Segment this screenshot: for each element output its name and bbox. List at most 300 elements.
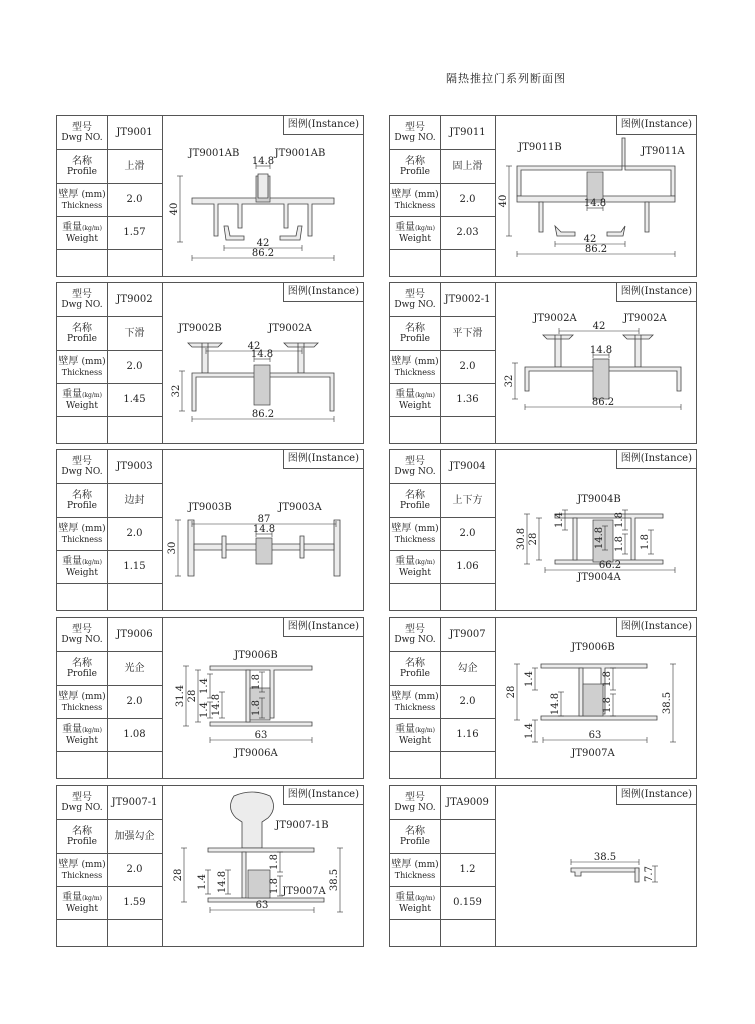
profile-geometry (498, 138, 685, 257)
thickness-label (390, 184, 440, 217)
thickness-label (390, 686, 440, 719)
profile-value: 上下方 (452, 494, 483, 506)
thickness-value: 2.0 (126, 864, 143, 875)
weight-unit: (kg/m) (82, 225, 102, 232)
thickness-unit: (mm) (414, 692, 439, 702)
dimension-label: 14.8 (550, 692, 561, 716)
empty-label-cell (390, 584, 440, 610)
value-column (107, 618, 163, 778)
thickness-label-zh: 壁厚 (391, 859, 412, 870)
thickness-value-cell (440, 518, 495, 551)
profile-section (541, 716, 657, 720)
dwg-value: JT9004 (449, 460, 486, 472)
dwg-value-cell (440, 618, 495, 652)
weight-value: 1.57 (123, 227, 146, 238)
profile-geometry (504, 313, 681, 410)
dimension-label: 30 (167, 541, 178, 555)
profile-section (188, 520, 194, 576)
dwg-label (390, 450, 440, 484)
weight-label-zh: 重量 (395, 556, 416, 567)
empty-value-cell (107, 920, 162, 946)
thickness-unit: (mm) (81, 357, 106, 367)
dwg-label-en: Dwg NO. (61, 803, 103, 813)
profile-label-en: Profile (67, 334, 97, 344)
thickness-label (57, 854, 107, 887)
thickness-label-zh: 壁厚 (58, 691, 79, 702)
dwg-label (57, 786, 107, 820)
label-column (57, 283, 108, 443)
weight-value-cell (440, 719, 495, 752)
thickness-label (57, 686, 107, 719)
dwg-value-cell (440, 450, 495, 484)
weight-label-zh: 重量 (62, 222, 83, 233)
weight-label (57, 719, 107, 752)
profile-card-jt9007 (389, 617, 697, 779)
dwg-label-zh: 型号 (405, 456, 425, 467)
weight-label (57, 217, 107, 250)
weight-value: 1.06 (456, 561, 479, 572)
weight-unit: (kg/m) (415, 392, 435, 399)
dimension-label: 40 (169, 202, 180, 216)
dimension-label: 38.5 (662, 691, 673, 715)
weight-unit: (kg/m) (82, 727, 102, 734)
thickness-label (57, 184, 107, 217)
thickness-value-cell (440, 351, 495, 384)
weight-label-zh: 重量 (395, 892, 416, 903)
dwg-label-en: Dwg NO. (394, 467, 436, 477)
profile-tag-label: JT9006B (234, 650, 278, 661)
weight-label (390, 551, 440, 584)
label-column (390, 786, 441, 946)
weight-label (57, 887, 107, 920)
profile-label (390, 150, 440, 184)
dwg-value-cell (440, 283, 495, 317)
profile-label-en: Profile (400, 669, 430, 679)
weight-unit: (kg/m) (82, 895, 102, 902)
profile-drawing (495, 618, 696, 778)
page-title: 隔热推拉门系列断面图 (446, 72, 566, 85)
weight-label-zh: 重量 (62, 556, 83, 567)
dimension-label: 63 (254, 730, 268, 741)
thickness-unit: (mm) (81, 692, 106, 702)
dwg-value-cell (107, 618, 162, 652)
dimension-label: 14.8 (211, 693, 222, 717)
profile-geometry (169, 148, 334, 261)
thickness-value-cell (440, 686, 495, 719)
profile-section-drawing (495, 283, 696, 443)
profile-label (57, 820, 107, 854)
profile-card-jt9002 (56, 282, 364, 444)
empty-value-cell (440, 250, 495, 276)
profile-drawing (495, 116, 696, 276)
weight-label-zh: 重量 (395, 222, 416, 233)
thickness-label-en: Thickness (61, 871, 103, 880)
profile-tag-label: JT9007A (571, 748, 615, 759)
dwg-value-cell (107, 450, 162, 484)
thickness-label-en: Thickness (61, 201, 103, 210)
profile-card-jt9003 (56, 449, 364, 611)
thickness-value: 2.0 (459, 361, 476, 372)
thickness-label-en: Thickness (394, 368, 436, 377)
profile-value: 上滑 (124, 160, 145, 172)
dwg-value: JT9007 (449, 628, 486, 640)
empty-label-cell (57, 250, 107, 276)
weight-label-en: Weight (66, 401, 98, 411)
thickness-unit: (mm) (81, 190, 106, 200)
profile-value-cell (107, 317, 162, 351)
profile-section (208, 848, 314, 852)
profile-tag-label: JT9011B (518, 142, 562, 153)
thickness-value-cell (107, 351, 162, 384)
value-column (107, 786, 163, 946)
dimension-label: 42 (583, 234, 597, 245)
dimension-label: 86.2 (584, 244, 608, 255)
label-column (390, 116, 441, 276)
dwg-value: JT9006 (116, 628, 153, 640)
weight-value: 1.59 (123, 897, 146, 908)
weight-label (57, 551, 107, 584)
instance-legend: 图例(Instance) (283, 283, 363, 302)
profile-tag-label: JT9007A (282, 886, 326, 897)
profile-label-zh: 名称 (405, 490, 425, 501)
thickness-value: 2.0 (459, 696, 476, 707)
weight-label-en: Weight (399, 568, 431, 578)
empty-value-cell (440, 752, 495, 778)
profile-card-jt9006 (56, 617, 364, 779)
profile-section (210, 722, 312, 726)
thickness-label-zh: 壁厚 (58, 523, 79, 534)
weight-value: 1.08 (123, 729, 146, 740)
dimension-label: 42 (256, 238, 270, 249)
thickness-label-en: Thickness (61, 368, 103, 377)
profile-section (607, 226, 625, 236)
profile-label (390, 317, 440, 351)
thickness-value-cell (440, 184, 495, 217)
weight-unit: (kg/m) (82, 392, 102, 399)
dimension-label: 1.4 (199, 702, 210, 718)
weight-label (57, 384, 107, 417)
value-column (107, 450, 163, 610)
profile-tag-label: JT9002A (533, 313, 577, 324)
profile-geometry (167, 502, 340, 576)
dimension-label: 14.8 (589, 345, 613, 356)
dwg-label-en: Dwg NO. (394, 803, 436, 813)
thickness-label-zh: 壁厚 (58, 356, 79, 367)
weight-unit: (kg/m) (415, 727, 435, 734)
profile-section-drawing (162, 283, 363, 443)
dwg-label-en: Dwg NO. (61, 300, 103, 310)
profile-value: 光企 (124, 662, 145, 674)
profile-tag-label: JT9006B (571, 642, 615, 653)
profile-value: 下滑 (124, 327, 145, 339)
thermal-strip (593, 359, 609, 399)
profile-label-zh: 名称 (72, 826, 92, 837)
dwg-label (57, 283, 107, 317)
dimension-label: 40 (498, 194, 509, 208)
instance-legend: 图例(Instance) (283, 450, 363, 469)
profile-label-en: Profile (67, 501, 97, 511)
profile-value-cell (107, 820, 162, 854)
profile-label-zh: 名称 (405, 323, 425, 334)
profile-geometry (506, 642, 676, 759)
value-column (440, 116, 496, 276)
dimension-label: 86.2 (251, 409, 275, 420)
dimension-label: 28 (506, 685, 517, 699)
profile-label-zh: 名称 (72, 156, 92, 167)
thickness-unit: (mm) (414, 190, 439, 200)
weight-label-en: Weight (66, 568, 98, 578)
profile-section (334, 520, 340, 576)
profile-section (623, 335, 653, 367)
weight-unit: (kg/m) (415, 559, 435, 566)
profile-value: 固上滑 (452, 160, 483, 172)
dimension-label: 63 (588, 730, 602, 741)
dimension-label: 66.2 (598, 560, 622, 571)
dwg-label-zh: 型号 (72, 289, 92, 300)
profile-card-jt9004 (389, 449, 697, 611)
dimension-label: 1.8 (640, 534, 651, 550)
dimension-label: 28 (187, 689, 198, 703)
profile-section (573, 518, 577, 560)
dimension-label: 1.4 (524, 671, 535, 687)
profile-value: 勾企 (457, 662, 478, 674)
profile-section (242, 852, 246, 898)
profile-card-jt9011 (389, 115, 697, 277)
dwg-label (57, 116, 107, 150)
thickness-value: 2.0 (126, 194, 143, 205)
profile-section (571, 868, 639, 876)
dimension-label: 7.7 (644, 866, 655, 882)
profile-tag-label: JT9002A (623, 313, 667, 324)
dimension-label: 31.4 (175, 684, 186, 708)
weight-label-en: Weight (399, 736, 431, 746)
profile-section-drawing (495, 786, 696, 946)
empty-label-cell (390, 920, 440, 946)
profile-label-en: Profile (400, 501, 430, 511)
weight-value-cell (107, 217, 162, 250)
dimension-label: 1.4 (524, 723, 535, 739)
thickness-label-en: Thickness (394, 703, 436, 712)
profile-section (188, 343, 222, 373)
label-column (57, 786, 108, 946)
profile-value: 平下滑 (452, 327, 483, 339)
instance-legend: 图例(Instance) (616, 450, 696, 469)
dwg-label-zh: 型号 (72, 122, 92, 133)
thickness-value-cell (107, 686, 162, 719)
profile-section-drawing (495, 116, 696, 276)
thickness-label-en: Thickness (394, 201, 436, 210)
instance-legend: 图例(Instance) (616, 283, 696, 302)
dimension-label: 1.4 (199, 678, 210, 694)
weight-label-en: Weight (66, 736, 98, 746)
dwg-label-zh: 型号 (405, 624, 425, 635)
thickness-unit: (mm) (414, 357, 439, 367)
profile-label-en: Profile (400, 167, 430, 177)
profile-section-drawing (162, 786, 363, 946)
profile-value-cell (440, 150, 495, 184)
weight-value-cell (440, 887, 495, 920)
thickness-label-en: Thickness (394, 535, 436, 544)
dimension-label: 87 (257, 514, 271, 525)
profile-drawing (495, 283, 696, 443)
profile-section (246, 670, 250, 722)
profile-drawing (162, 618, 363, 778)
instance-legend: 图例(Instance) (616, 618, 696, 637)
profile-card-jta9009 (389, 785, 697, 947)
profile-section (539, 202, 543, 232)
profile-label-zh: 名称 (72, 658, 92, 669)
thermal-strip (583, 684, 603, 716)
profile-label (57, 317, 107, 351)
thermal-strip (256, 538, 272, 564)
dimension-label: 1.8 (614, 512, 625, 528)
thickness-label-zh: 壁厚 (391, 189, 412, 200)
weight-label-en: Weight (399, 401, 431, 411)
weight-value: 0.159 (453, 897, 482, 908)
thickness-value: 2.0 (459, 528, 476, 539)
profile-tag-label: JT9004B (577, 494, 621, 505)
profile-drawing (495, 450, 696, 610)
dwg-label-zh: 型号 (72, 456, 92, 467)
profile-drawing (162, 786, 363, 946)
empty-value-cell (107, 584, 162, 610)
instance-legend: 图例(Instance) (616, 786, 696, 805)
profile-label (57, 150, 107, 184)
profile-section (555, 226, 575, 236)
profile-geometry (173, 792, 343, 913)
weight-value: 1.16 (456, 729, 479, 740)
thickness-label (57, 351, 107, 384)
dimension-label: 1.8 (602, 671, 613, 687)
dwg-value: JT9007-1 (111, 796, 158, 808)
thickness-value-cell (107, 518, 162, 551)
instance-legend: 图例(Instance) (283, 618, 363, 637)
dimension-label: 1.8 (602, 697, 613, 713)
thickness-label-zh: 壁厚 (58, 859, 79, 870)
empty-value-cell (440, 920, 495, 946)
profile-section-drawing (495, 618, 696, 778)
profile-geometry (171, 323, 334, 422)
thickness-label (390, 518, 440, 551)
dimension-label: 14.8 (583, 198, 607, 209)
weight-label-en: Weight (399, 904, 431, 914)
dimension-label: 14.8 (252, 524, 276, 535)
weight-value-cell (440, 217, 495, 250)
weight-label-en: Weight (66, 904, 98, 914)
dimension-label: 86.2 (591, 397, 615, 408)
dimension-label: 1.8 (614, 536, 625, 552)
weight-unit: (kg/m) (82, 559, 102, 566)
dwg-value-cell (107, 283, 162, 317)
profile-section (300, 536, 304, 558)
profile-value: 边封 (124, 494, 145, 506)
thickness-value: 1.2 (459, 864, 476, 875)
empty-label-cell (57, 920, 107, 946)
weight-label-zh: 重量 (62, 389, 83, 400)
instance-legend: 图例(Instance) (283, 116, 363, 135)
value-column (440, 618, 496, 778)
thermal-strip (587, 172, 603, 200)
value-column (440, 283, 496, 443)
thickness-label-en: Thickness (394, 871, 436, 880)
profile-section-drawing (162, 116, 363, 276)
empty-label-cell (57, 752, 107, 778)
thickness-unit: (mm) (414, 860, 439, 870)
profile-label-en: Profile (67, 167, 97, 177)
thickness-label (57, 518, 107, 551)
profile-section (222, 536, 226, 558)
dimension-label: 14.8 (251, 156, 275, 167)
weight-value: 1.45 (123, 394, 146, 405)
profile-value: 加强勾企 (114, 830, 155, 842)
profile-value-cell (107, 484, 162, 518)
dwg-value: JT9003 (116, 460, 153, 472)
profile-label (390, 484, 440, 518)
dimension-label: 1.8 (251, 700, 262, 716)
value-column (107, 283, 163, 443)
profile-section (192, 198, 334, 236)
dwg-label-en: Dwg NO. (61, 133, 103, 143)
profile-card-jt9002-1 (389, 282, 697, 444)
dwg-value-cell (107, 786, 162, 820)
profile-drawing (495, 786, 696, 946)
profile-drawing (162, 283, 363, 443)
weight-value: 2.03 (456, 227, 479, 238)
profile-card-jt9001 (56, 115, 364, 277)
profile-label-zh: 名称 (405, 658, 425, 669)
thickness-value: 2.0 (126, 361, 143, 372)
profile-drawing (162, 450, 363, 610)
weight-label-zh: 重量 (62, 892, 83, 903)
profile-section (280, 226, 302, 240)
weight-label (390, 719, 440, 752)
dimension-label: 1.8 (269, 854, 280, 870)
profile-section-drawing (162, 450, 363, 610)
empty-value-cell (107, 250, 162, 276)
empty-label-cell (390, 752, 440, 778)
label-column (57, 618, 108, 778)
dimension-label: 30.8 (516, 527, 527, 551)
thickness-label-en: Thickness (61, 535, 103, 544)
weight-value-cell (107, 551, 162, 584)
thickness-value: 2.0 (126, 696, 143, 707)
label-column (390, 283, 441, 443)
dimension-label: 1.8 (251, 674, 262, 690)
weight-value: 1.15 (123, 561, 146, 572)
thickness-label-zh: 壁厚 (58, 189, 79, 200)
thickness-label-zh: 壁厚 (391, 691, 412, 702)
dwg-label (390, 116, 440, 150)
profile-card-jt9007-1 (56, 785, 364, 947)
profile-tag-label: JT9006A (234, 748, 278, 759)
dwg-label-en: Dwg NO. (394, 133, 436, 143)
dimension-label: 28 (173, 868, 184, 882)
thickness-label-en: Thickness (61, 703, 103, 712)
dwg-label-en: Dwg NO. (394, 635, 436, 645)
profile-value-cell (440, 820, 495, 854)
profile-value-cell (107, 652, 162, 686)
profile-label-zh: 名称 (405, 826, 425, 837)
weight-value-cell (107, 384, 162, 417)
profile-drawing (162, 116, 363, 276)
dwg-label (57, 450, 107, 484)
weight-unit: (kg/m) (415, 225, 435, 232)
thickness-unit: (mm) (81, 524, 106, 534)
dwg-value: JT9002-1 (444, 293, 491, 305)
dimension-label: 1.4 (197, 874, 208, 890)
weight-label-en: Weight (399, 234, 431, 244)
label-column (57, 116, 108, 276)
